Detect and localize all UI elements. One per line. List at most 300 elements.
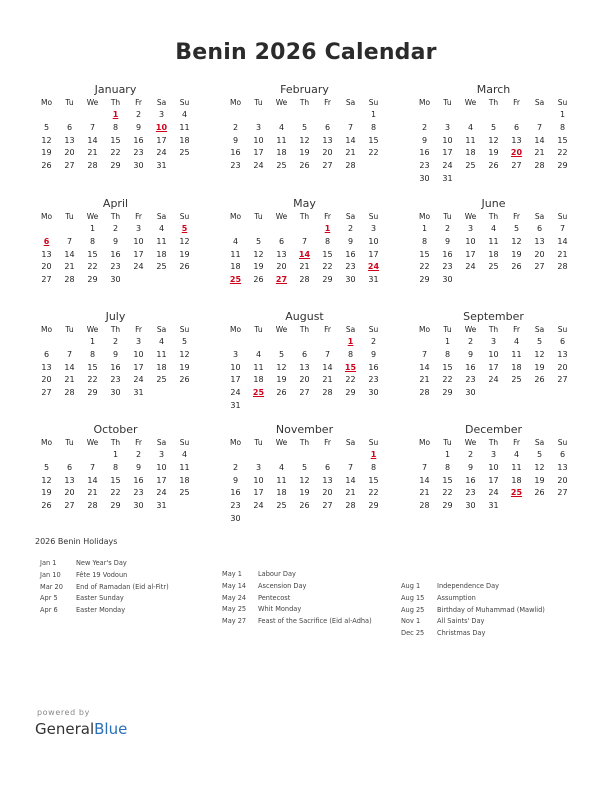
holiday-row [401,605,545,617]
weekday-header: Sa [534,325,545,334]
day-cell: 16 [230,488,241,498]
day-cell: 30 [133,501,144,511]
day-cell: 26 [179,262,190,272]
day-cell: 18 [488,249,499,259]
day-cell: 20 [41,375,52,385]
day-cell: 19 [179,249,190,259]
day-cell: 15 [110,475,121,485]
day-cell: 28 [64,388,75,398]
holiday-date: May 27 [222,617,247,626]
empty-day [316,109,339,122]
day-cell: 20 [322,488,333,498]
day-cell: 4 [255,349,262,359]
month-name: August [285,310,324,323]
day-cell: 29 [442,388,453,398]
day-cell: 15 [322,249,333,259]
weekday-header: Sa [534,98,545,107]
day-cell: 31 [156,501,167,511]
empty-day [58,449,81,462]
weekday-header: We [86,212,99,221]
day-cell: 7 [89,462,96,472]
holiday-day: 27 [275,275,288,285]
empty-day [413,109,436,122]
day-cell: 9 [347,236,354,246]
day-cell: 5 [536,337,543,346]
day-cell: 27 [511,161,522,171]
day-cell: 2 [370,337,377,346]
day-cell: 12 [276,362,287,372]
day-cell: 7 [66,349,73,359]
month-march [413,82,574,186]
month-grid [35,324,196,400]
weekday-header: We [464,325,477,334]
day-cell: 5 [278,349,285,359]
day-cell: 19 [488,148,499,158]
month-grid [35,97,196,173]
day-cell: 30 [368,388,379,398]
day-cell: 16 [442,249,453,259]
day-cell: 6 [324,122,331,132]
holiday-date: May 1 [222,570,242,578]
empty-day [58,223,81,236]
day-cell: 28 [345,161,356,171]
day-cell: 5 [301,462,308,472]
weekday-header: Sa [345,325,356,334]
month-name: January [94,83,137,96]
weekday-header: Tu [65,325,74,334]
day-cell: 16 [368,362,379,372]
day-cell: 23 [368,375,379,385]
day-cell: 28 [87,161,98,171]
day-cell: 21 [64,262,75,272]
day-cell: 2 [112,337,119,346]
day-cell: 25 [511,375,522,385]
day-cell: 26 [299,161,310,171]
empty-day [339,449,362,462]
empty-day [247,336,270,349]
holiday-column [401,581,545,640]
day-cell: 10 [230,362,241,372]
day-cell: 22 [110,148,121,158]
month-name: April [102,197,129,210]
day-cell: 14 [419,475,430,485]
day-cell: 4 [490,224,497,233]
holiday-name: Independence Day [437,582,500,590]
weekday-header: Sa [534,438,545,447]
weekday-header: Mo [229,438,242,447]
day-cell: 3 [490,337,497,346]
day-cell: 1 [421,224,428,233]
weekday-header: Su [368,98,379,107]
day-cell: 7 [347,122,354,132]
month-name: October [93,423,138,436]
holiday-name: All Saints' Day [437,617,485,626]
empty-day [270,449,293,462]
weekday-header: Su [179,438,190,447]
weekday-header: Sa [345,212,356,221]
day-cell: 10 [368,236,379,246]
day-cell: 13 [41,249,52,259]
holiday-name: End of Ramadan (Eid al-Fitr) [76,582,169,591]
month-grid [413,97,574,186]
weekday-header: Su [557,212,568,221]
day-cell: 23 [133,148,144,158]
holiday-date: Aug 15 [401,593,425,602]
day-cell: 17 [488,475,499,485]
day-cell: 8 [444,349,451,359]
day-cell: 16 [110,249,121,259]
holiday-date: Aug 25 [401,605,425,614]
day-cell: 29 [87,388,98,398]
holiday-date: Dec 25 [401,629,425,638]
day-cell: 27 [557,375,568,385]
holiday-date: Apr 5 [40,594,58,603]
day-cell: 27 [299,388,310,398]
month-october [35,422,196,513]
empty-day [316,336,339,349]
weekday-header: Sa [156,98,167,107]
day-cell: 8 [421,236,428,246]
day-cell: 29 [442,501,453,511]
day-cell: 30 [419,173,430,183]
day-cell: 14 [557,236,568,246]
month-name: July [105,310,126,323]
day-cell: 24 [253,161,264,171]
day-cell: 9 [444,236,451,246]
day-cell: 8 [559,122,566,132]
weekday-header: Tu [65,98,74,107]
day-cell: 1 [444,337,451,346]
day-cell: 2 [135,110,142,119]
empty-day [81,109,104,122]
month-december [413,422,574,513]
day-cell: 12 [488,135,499,145]
empty-day [505,109,528,122]
weekday-header: Tu [443,212,452,221]
weekday-header: We [275,212,288,221]
day-cell: 6 [559,337,566,346]
day-cell: 3 [158,450,165,459]
holiday-row [222,569,372,581]
day-cell: 13 [41,362,52,372]
holiday-date: Mar 20 [40,582,63,591]
weekday-header: Su [557,98,568,107]
day-cell: 20 [557,475,568,485]
day-cell: 17 [442,148,453,158]
day-cell: 2 [112,224,119,233]
weekday-header: Mo [418,438,431,447]
month-november [224,422,385,526]
empty-day [35,109,58,122]
day-cell: 6 [301,349,308,359]
weekday-header: Sa [345,98,356,107]
holiday-day: 10 [155,122,168,132]
holiday-day: 1 [370,450,377,459]
holiday-day: 1 [324,224,331,233]
holiday-day: 20 [510,148,523,158]
day-cell: 30 [230,513,241,523]
weekday-header: We [86,325,99,334]
day-cell: 4 [513,337,520,346]
holiday-row [40,558,169,570]
holiday-date: Apr 6 [40,606,58,615]
day-cell: 5 [181,337,188,346]
day-cell: 17 [253,488,264,498]
day-cell: 15 [87,362,98,372]
day-cell: 29 [110,161,121,171]
weekday-header: Th [110,438,121,447]
holiday-day: 25 [252,388,265,398]
day-cell: 20 [41,262,52,272]
empty-day [270,109,293,122]
day-cell: 26 [276,388,287,398]
day-cell: 18 [276,148,287,158]
day-cell: 27 [557,488,568,498]
day-cell: 24 [133,262,144,272]
holiday-date: Jan 10 [40,570,61,579]
day-cell: 3 [255,462,262,472]
day-cell: 5 [301,122,308,132]
weekday-header: Tu [254,438,263,447]
day-cell: 25 [276,161,287,171]
holidays-title: 2026 Benin Holidays [35,537,118,546]
empty-day [247,449,270,462]
day-cell: 4 [232,236,239,246]
holiday-name: Birthday of Muhammad (Mawlid) [437,605,545,614]
day-cell: 17 [156,135,167,145]
day-cell: 25 [156,375,167,385]
holiday-day: 25 [229,275,242,285]
day-cell: 12 [41,475,52,485]
day-cell: 17 [133,362,144,372]
holiday-row [40,582,169,594]
empty-day [339,109,362,122]
day-cell: 25 [488,262,499,272]
day-cell: 11 [276,475,287,485]
day-cell: 29 [419,275,430,285]
weekday-header: Mo [40,212,53,221]
day-cell: 28 [64,275,75,285]
weekday-header: We [464,98,477,107]
weekday-header: Tu [65,438,74,447]
holiday-column [40,558,169,617]
weekday-header: Fr [135,325,142,334]
day-cell: 3 [467,224,474,233]
day-cell: 27 [64,161,75,171]
day-cell: 10 [133,236,144,246]
weekday-header: We [464,438,477,447]
day-cell: 21 [64,375,75,385]
day-cell: 20 [276,262,287,272]
day-cell: 30 [465,501,476,511]
weekday-header: Th [299,98,310,107]
holiday-day: 6 [43,236,50,246]
day-cell: 5 [43,122,50,132]
day-cell: 10 [488,349,499,359]
weekday-header: Fr [513,325,520,334]
day-cell: 26 [511,262,522,272]
weekday-header: Th [110,212,121,221]
day-cell: 23 [230,161,241,171]
day-cell: 19 [253,262,264,272]
day-cell: 8 [370,122,377,132]
month-grid [224,211,385,287]
day-cell: 22 [345,375,356,385]
day-cell: 18 [465,148,476,158]
day-cell: 8 [347,349,354,359]
day-cell: 13 [64,475,75,485]
day-cell: 7 [559,224,566,233]
empty-day [293,449,316,462]
weekday-header: We [86,438,99,447]
day-cell: 14 [64,362,75,372]
weekday-header: Sa [156,438,167,447]
holiday-name: Ascension Day [258,581,307,590]
day-cell: 14 [64,249,75,259]
day-cell: 30 [110,275,121,285]
weekday-header: Mo [229,98,242,107]
day-cell: 26 [534,488,545,498]
day-cell: 26 [488,161,499,171]
weekday-header: Mo [40,98,53,107]
weekday-header: Tu [254,325,263,334]
day-cell: 19 [299,488,310,498]
day-cell: 9 [135,122,142,132]
empty-day [58,109,81,122]
month-grid [224,97,385,173]
weekday-header: Su [179,325,190,334]
day-cell: 20 [299,375,310,385]
weekday-header: Su [557,438,568,447]
day-cell: 21 [299,262,310,272]
day-cell: 17 [253,148,264,158]
month-may [224,196,385,287]
day-cell: 18 [156,249,167,259]
day-cell: 16 [345,249,356,259]
day-cell: 28 [299,275,310,285]
day-cell: 9 [112,349,119,359]
day-cell: 19 [276,375,287,385]
day-cell: 22 [442,375,453,385]
day-cell: 28 [87,501,98,511]
empty-day [224,109,247,122]
day-cell: 28 [557,262,568,272]
month-june [413,196,574,287]
weekday-header: Sa [345,438,356,447]
holiday-name: Pentecost [258,593,291,602]
month-grid [35,211,196,287]
day-cell: 27 [322,161,333,171]
day-cell: 11 [253,362,264,372]
day-cell: 14 [87,135,98,145]
day-cell: 9 [135,462,142,472]
empty-day [316,449,339,462]
day-cell: 30 [465,388,476,398]
day-cell: 2 [232,462,239,472]
weekday-header: Su [179,98,190,107]
day-cell: 13 [534,236,545,246]
day-cell: 20 [64,488,75,498]
month-february [224,82,385,173]
day-cell: 14 [322,362,333,372]
day-cell: 9 [232,475,239,485]
day-cell: 22 [368,148,379,158]
day-cell: 29 [322,275,333,285]
day-cell: 22 [110,488,121,498]
day-cell: 13 [511,135,522,145]
day-cell: 11 [156,236,167,246]
day-cell: 21 [345,148,356,158]
empty-day [528,109,551,122]
day-cell: 5 [43,462,50,472]
day-cell: 22 [87,262,98,272]
holiday-date: Jan 1 [40,559,57,567]
holiday-name: Assumption [437,593,476,602]
day-cell: 14 [534,135,545,145]
day-cell: 8 [324,236,331,246]
day-cell: 11 [179,462,190,472]
weekday-header: Mo [418,98,431,107]
day-cell: 11 [179,122,190,132]
day-cell: 28 [345,501,356,511]
day-cell: 24 [253,501,264,511]
weekday-header: Th [110,325,121,334]
month-grid [35,437,196,513]
day-cell: 22 [442,488,453,498]
empty-day [224,223,247,236]
day-cell: 16 [419,148,430,158]
day-cell: 7 [421,462,428,472]
day-cell: 12 [299,475,310,485]
day-cell: 17 [230,375,241,385]
empty-day [293,223,316,236]
empty-day [35,336,58,349]
holiday-row [40,605,169,617]
weekday-header: Tu [443,98,452,107]
day-cell: 17 [156,475,167,485]
day-cell: 8 [89,236,96,246]
weekday-header: Fr [135,438,142,447]
day-cell: 13 [64,135,75,145]
brand-logo[interactable] [35,720,127,738]
day-cell: 11 [276,135,287,145]
day-cell: 9 [370,349,377,359]
day-cell: 6 [278,236,285,246]
day-cell: 27 [322,501,333,511]
empty-day [293,109,316,122]
day-cell: 21 [345,488,356,498]
day-cell: 11 [156,349,167,359]
weekday-header: Fr [513,98,520,107]
day-cell: 30 [345,275,356,285]
brand-part-1: General [35,720,95,738]
weekday-header: Su [368,212,379,221]
holiday-row [401,593,545,605]
month-name: March [476,83,511,96]
empty-day [413,449,436,462]
weekday-header: Th [299,438,310,447]
day-cell: 3 [444,122,451,132]
month-name: May [293,197,316,210]
day-cell: 20 [534,249,545,259]
holiday-name: Whit Monday [258,605,302,614]
day-cell: 10 [488,462,499,472]
day-cell: 8 [89,349,96,359]
holiday-name: Fête 19 Vodoun [76,570,128,579]
day-cell: 21 [322,375,333,385]
month-april [35,196,196,287]
empty-day [35,223,58,236]
